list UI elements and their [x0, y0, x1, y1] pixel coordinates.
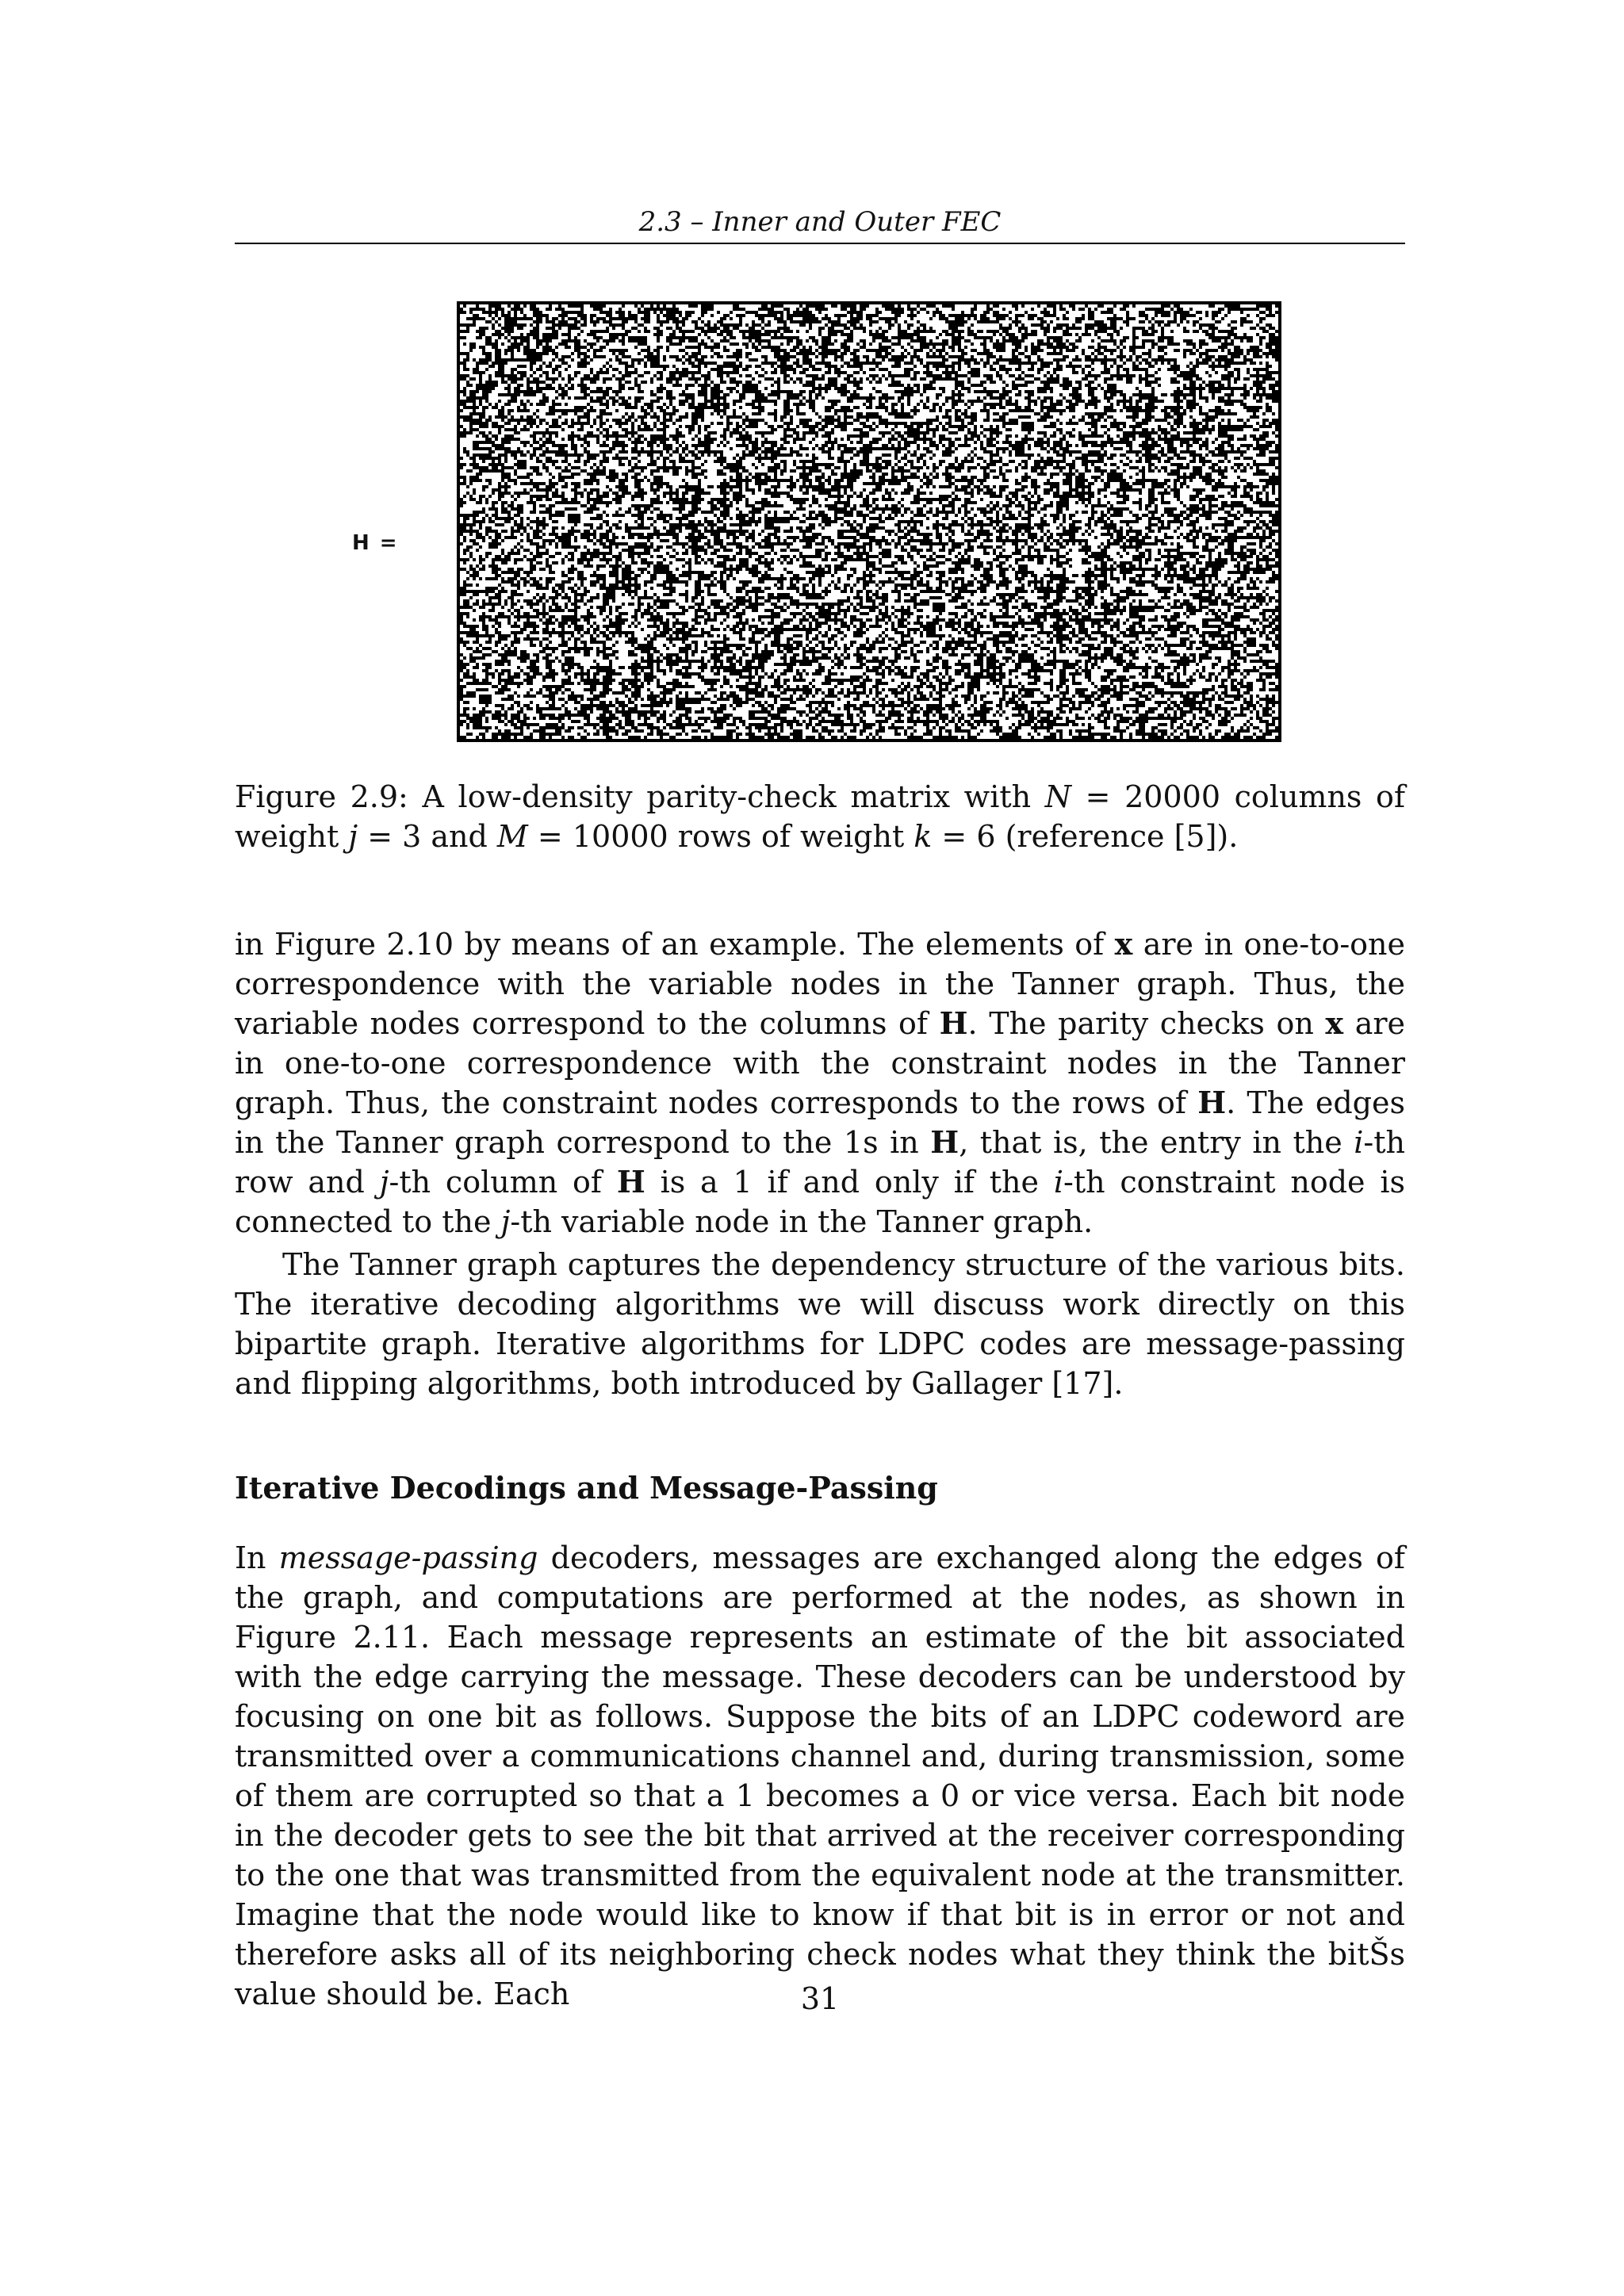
header-rule	[235, 243, 1405, 244]
paragraph-tanner-graph: in Figure 2.10 by means of an example. The elements of x are in one-to-one correspondence with the variable nodes in the Tanner graph. Thus, the variable nodes correspond to the columns of H. The parity checks on x are in one-to-one correspondence with the constraint nodes in the Tanner graph. Thus, the constraint nodes corresponds to the rows of H. The edges in the Tanner graph correspond to the 1s in H, that is, the entry in the i-th row and j-th column of H is a 1 if and only if the i-th constraint node is connected to the j-th variable node in the Tanner graph.	[235, 926, 1406, 1239]
figure-2-9	[235, 301, 1405, 745]
section-heading: Iterative Decodings and Message-Passing	[235, 1470, 938, 1506]
running-head: 2.3 – Inner and Outer FEC	[638, 206, 1002, 238]
matrix-label: H =	[352, 531, 399, 555]
paragraph-message-passing: In message-passing decoders, messages are exchanged along the edges of the graph, and computations are performed at the nodes, as shown in Figure 2.11. Each message represents an estimate of the bit associated with the edge carrying the message. These decoders can be understood by focusing on one bit as follows. Suppose the bits of an LDPC codeword are transmitted over a communications channel and, during transmission, some of them are corrupted so that a 1 becomes a 0 or vice versa. Each bit node in the decoder gets to see the bit that arrived at the receiver corresponding to the one that was transmitted from the equivalent node at the transmitter. Imagine that the node would like to know if that bit is in error or not and therefore asks all of its neighboring check nodes what they think the bitŠs value should be. Each	[235, 1540, 1405, 2011]
parity-check-matrix-image	[457, 301, 1281, 742]
page-number: 31	[800, 1981, 840, 2016]
figure-caption: Figure 2.9: A low-density parity-check matrix with N = 20000 columns of weight j = 3 and M = 10000 rows of weight k = 6 (reference [5]).	[235, 779, 1406, 854]
matrix-noise-pattern	[460, 304, 1278, 739]
paragraph-dependency: The Tanner graph captures the dependency structure of the various bits. The iterative decoding algorithms we will discuss work directly on this bipartite graph. Iterative algorithms for LDPC codes are message-passing and flipping algorithms, both introduced by Gallager [17].	[235, 1247, 1405, 1401]
